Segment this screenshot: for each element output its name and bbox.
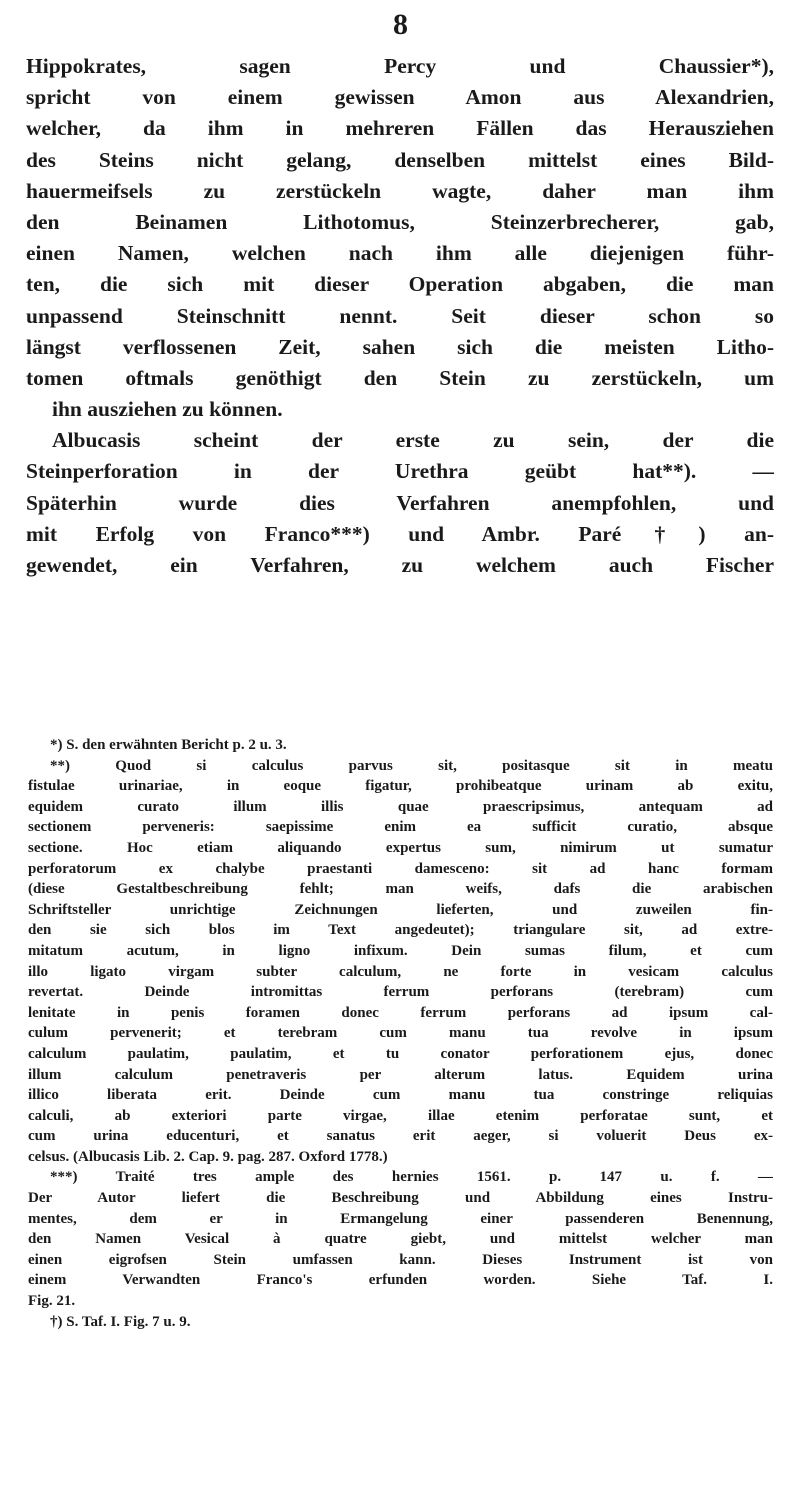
footnote-line: revertat. Deinde intromittas ferrum perforans (terebram) cum (28, 984, 773, 1001)
footnote-line: Der Autor liefert die Beschreibung und Abbildung eines Instru- (28, 1190, 773, 1207)
page-number: 8 (393, 8, 408, 41)
footnote-line: Fig. 21. (28, 1293, 76, 1310)
footnote-line: lenitate in penis foramen donec ferrum perforans ad ipsum cal- (28, 1004, 773, 1021)
body-line: Steinperforation in der Urethra geübt hat**). — (26, 459, 774, 484)
body-line: Hippokrates, sagen Percy und Chaussier*), (26, 54, 774, 78)
footnote-line: *) S. den erwähnten Bericht p. 2 u. 3. (50, 737, 287, 753)
body-line: welcher, da ihm in mehreren Fällen das Herausziehen (26, 116, 774, 141)
footnote-line: illo ligato virgam subter calculum, ne forte in vesicam calculus (28, 963, 773, 980)
footnote-line: †) S. Taf. I. Fig. 7 u. 9. (50, 1313, 191, 1330)
footnote-line: culum pervenerit; et terebram cum manu tua revolve in ipsum (28, 1025, 773, 1042)
footnote-line: illico liberata erit. Deinde cum manu tua constringe reliquias (28, 1087, 773, 1104)
body-line: Albucasis scheint der erste zu sein, der die (52, 428, 774, 453)
body-line: unpassend Steinschnitt nennt. Seit dieser schon so (26, 303, 774, 328)
footnote-line: mitatum acutum, in ligno infixum. Dein sumas filum, et cum (28, 942, 773, 959)
footnote-line: mentes, dem er in Ermangelung einer passenderen Benennung, (28, 1210, 773, 1227)
body-line: einen Namen, welchen nach ihm alle diejenigen führ- (26, 241, 774, 266)
body-line: ihn ausziehen zu können. (52, 397, 283, 422)
body-line: gewendet, ein Verfahren, zu welchem auch Fischer (26, 553, 774, 577)
body-line: den Beinamen Lithotomus, Steinzerbrecherer, gab, (26, 209, 774, 234)
footnote-line: einen eigrofsen Stein umfassen kann. Dieses Instrument ist von (28, 1251, 773, 1268)
footnote-line: einem Verwandten Franco's erfunden worden. Siehe Taf. I. (28, 1272, 773, 1289)
footnote-line: den sie sich blos im Text angedeutet); triangulare sit, ad extre- (28, 922, 773, 939)
body-line: spricht von einem gewissen Amon aus Alexandrien, (26, 85, 774, 110)
footnote-line: Schriftsteller unrichtige Zeichnungen lieferten, und zuweilen fin- (28, 901, 773, 918)
body-line: ten, die sich mit dieser Operation abgaben, die man (26, 272, 774, 297)
footnotes (28, 735, 773, 1332)
body-line: mit Erfolg von Franco***) und Ambr. Paré†) an- (26, 521, 774, 546)
footnote-line: **) Quod si calculus parvus sit, positasque sit in meatu (50, 757, 773, 774)
footnote-line: den Namen Vesical à quatre giebt, und mittelst welcher man (28, 1231, 773, 1248)
body-line: hauermeifsels zu zerstückeln wagte, daher man ihm (26, 178, 774, 203)
footnote-line: illum calculum penetraveris per alterum latus. Equidem urina (28, 1066, 773, 1083)
footnote-line: sectione. Hoc etiam aliquando expertus sum, nimirum ut sumatur (28, 839, 773, 856)
footnote-line: equidem curato illum illis quae praescripsimus, antequam ad (28, 798, 773, 815)
body-text (26, 51, 774, 581)
footnote-line: calculi, ab exteriori parte virgae, illae etenim perforatae sunt, et (28, 1107, 773, 1124)
footnote-line: sectionem perveneris: saepissime enim ea sufficit curatio, absque (28, 819, 773, 836)
footnote-line: celsus. (Albucasis Lib. 2. Cap. 9. pag. 287. Oxford 1778.) (28, 1148, 388, 1165)
footnote-line: cum urina educenturi, et sanatus erit aeger, si voluerit Deus ex- (28, 1128, 773, 1145)
footnote-line: perforatorum ex chalybe praestanti damesceno: sit ad hanc formam (28, 860, 773, 877)
footnote-line: ***) Traité tres ample des hernies 1561. p. 147 u. f. — (50, 1169, 773, 1186)
footnote-line: calculum paulatim, paulatim, et tu conator perforationem ejus, donec (28, 1045, 773, 1062)
body-line: des Steins nicht gelang, denselben mittelst eines Bild- (26, 147, 774, 172)
footnote-line: (diese Gestaltbeschreibung fehlt; man weifs, dafs die arabischen (28, 881, 773, 898)
body-line: Späterhin wurde dies Verfahren anempfohlen, und (26, 490, 774, 515)
footnote-line: fistulae urinariae, in eoque figatur, prohibeatque urinam ab exitu, (28, 778, 773, 795)
body-line: längst verflossenen Zeit, sahen sich die meisten Litho- (26, 334, 774, 359)
body-line: tomen oftmals genöthigt den Stein zu zerstückeln, um (26, 365, 774, 390)
